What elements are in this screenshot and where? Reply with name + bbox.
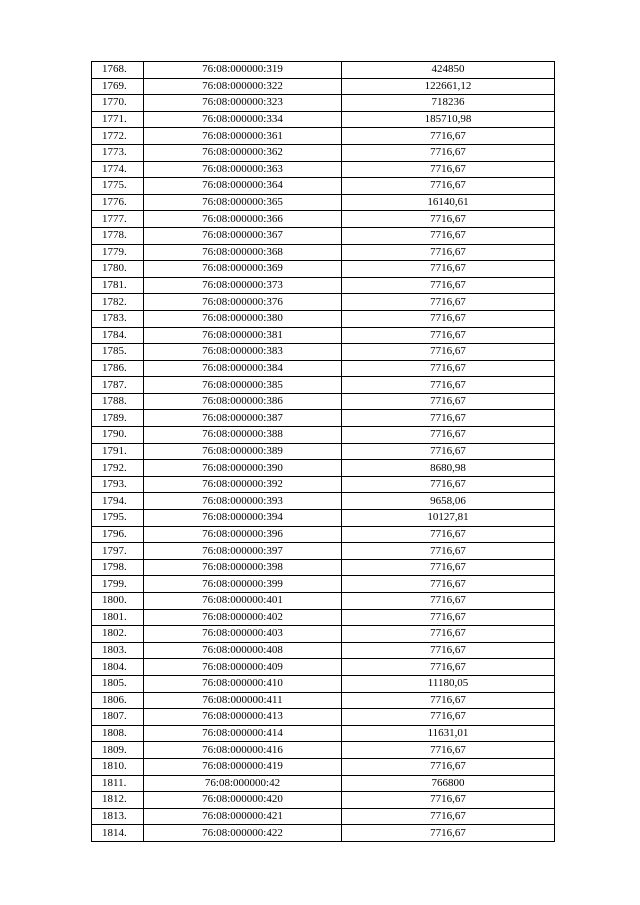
table-row [92,709,555,726]
row-number-cell: 1801. [92,609,144,626]
table-row [92,377,555,394]
value-cell: 7716,67 [342,559,555,576]
row-number-cell: 1781. [92,277,144,294]
table-row [92,410,555,427]
row-number-cell: 1793. [92,476,144,493]
value-cell: 9658,06 [342,493,555,510]
value-cell: 7716,67 [342,261,555,278]
table-row [92,476,555,493]
cadastral-number-cell: 76:08:000000:399 [144,576,342,593]
row-number-cell: 1796. [92,526,144,543]
value-cell: 7716,67 [342,294,555,311]
table-row [92,526,555,543]
cadastral-number-cell: 76:08:000000:396 [144,526,342,543]
table-row [92,576,555,593]
row-number-cell: 1794. [92,493,144,510]
table-row [92,244,555,261]
row-number-cell: 1811. [92,775,144,792]
table-row [92,111,555,128]
value-cell: 7716,67 [342,742,555,759]
row-number-cell: 1783. [92,310,144,327]
cadastral-number-cell: 76:08:000000:414 [144,725,342,742]
value-cell: 7716,67 [342,128,555,145]
cadastral-number-cell: 76:08:000000:392 [144,476,342,493]
cadastral-number-cell: 76:08:000000:402 [144,609,342,626]
value-cell: 7716,67 [342,758,555,775]
cadastral-number-cell: 76:08:000000:398 [144,559,342,576]
table-row [92,95,555,112]
cadastral-number-cell: 76:08:000000:42 [144,775,342,792]
land-parcels-table-container [91,61,554,842]
table-row [92,725,555,742]
cadastral-number-cell: 76:08:000000:365 [144,194,342,211]
table-row [92,161,555,178]
value-cell: 7716,67 [342,377,555,394]
table-row [92,792,555,809]
cadastral-number-cell: 76:08:000000:361 [144,128,342,145]
row-number-cell: 1785. [92,344,144,361]
value-cell: 7716,67 [342,609,555,626]
table-row [92,427,555,444]
table-row [92,294,555,311]
value-cell: 7716,67 [342,227,555,244]
cadastral-number-cell: 76:08:000000:376 [144,294,342,311]
cadastral-number-cell: 76:08:000000:390 [144,460,342,477]
table-row [92,393,555,410]
value-cell: 7716,67 [342,427,555,444]
cadastral-number-cell: 76:08:000000:366 [144,211,342,228]
value-cell: 11180,05 [342,675,555,692]
table-row [92,758,555,775]
cadastral-number-cell: 76:08:000000:385 [144,377,342,394]
cadastral-number-cell: 76:08:000000:362 [144,144,342,161]
table-row [92,360,555,377]
table-row [92,559,555,576]
cadastral-number-cell: 76:08:000000:387 [144,410,342,427]
value-cell: 7716,67 [342,659,555,676]
value-cell: 7716,67 [342,825,555,842]
value-cell: 7716,67 [342,443,555,460]
row-number-cell: 1807. [92,709,144,726]
table-row [92,261,555,278]
table-row [92,593,555,610]
cadastral-number-cell: 76:08:000000:411 [144,692,342,709]
value-cell: 7716,67 [342,410,555,427]
value-cell: 7716,67 [342,808,555,825]
table-row [92,310,555,327]
row-number-cell: 1806. [92,692,144,709]
value-cell: 7716,67 [342,360,555,377]
cadastral-number-cell: 76:08:000000:420 [144,792,342,809]
value-cell: 7716,67 [342,543,555,560]
value-cell: 11631,01 [342,725,555,742]
cadastral-number-cell: 76:08:000000:409 [144,659,342,676]
cadastral-number-cell: 76:08:000000:363 [144,161,342,178]
table-row [92,642,555,659]
row-number-cell: 1795. [92,510,144,527]
table-row [92,493,555,510]
row-number-cell: 1813. [92,808,144,825]
value-cell: 16140,61 [342,194,555,211]
value-cell: 10127,81 [342,510,555,527]
table-row [92,327,555,344]
row-number-cell: 1788. [92,393,144,410]
cadastral-number-cell: 76:08:000000:322 [144,78,342,95]
table-row [92,775,555,792]
value-cell: 7716,67 [342,626,555,643]
row-number-cell: 1804. [92,659,144,676]
row-number-cell: 1777. [92,211,144,228]
value-cell: 7716,67 [342,576,555,593]
value-cell: 7716,67 [342,161,555,178]
cadastral-number-cell: 76:08:000000:381 [144,327,342,344]
table-row [92,443,555,460]
table-row [92,659,555,676]
value-cell: 7716,67 [342,327,555,344]
cadastral-number-cell: 76:08:000000:383 [144,344,342,361]
value-cell: 7716,67 [342,709,555,726]
row-number-cell: 1805. [92,675,144,692]
cadastral-number-cell: 76:08:000000:369 [144,261,342,278]
cadastral-number-cell: 76:08:000000:397 [144,543,342,560]
cadastral-number-cell: 76:08:000000:410 [144,675,342,692]
value-cell: 7716,67 [342,692,555,709]
row-number-cell: 1782. [92,294,144,311]
cadastral-number-cell: 76:08:000000:368 [144,244,342,261]
table-row [92,194,555,211]
row-number-cell: 1770. [92,95,144,112]
table-row [92,128,555,145]
cadastral-number-cell: 76:08:000000:388 [144,427,342,444]
row-number-cell: 1809. [92,742,144,759]
cadastral-number-cell: 76:08:000000:384 [144,360,342,377]
cadastral-number-cell: 76:08:000000:394 [144,510,342,527]
cadastral-number-cell: 76:08:000000:416 [144,742,342,759]
table-row [92,808,555,825]
table-row [92,675,555,692]
value-cell: 7716,67 [342,310,555,327]
row-number-cell: 1798. [92,559,144,576]
value-cell: 7716,67 [342,476,555,493]
cadastral-number-cell: 76:08:000000:401 [144,593,342,610]
row-number-cell: 1786. [92,360,144,377]
cadastral-number-cell: 76:08:000000:323 [144,95,342,112]
row-number-cell: 1803. [92,642,144,659]
table-row [92,178,555,195]
row-number-cell: 1799. [92,576,144,593]
table-row [92,344,555,361]
cadastral-number-cell: 76:08:000000:421 [144,808,342,825]
value-cell: 185710,98 [342,111,555,128]
value-cell: 424850 [342,62,555,79]
cadastral-number-cell: 76:08:000000:422 [144,825,342,842]
table-row [92,62,555,79]
cadastral-number-cell: 76:08:000000:413 [144,709,342,726]
table-row [92,692,555,709]
value-cell: 7716,67 [342,393,555,410]
value-cell: 766800 [342,775,555,792]
table-row [92,78,555,95]
row-number-cell: 1780. [92,261,144,278]
table-row [92,211,555,228]
cadastral-number-cell: 76:08:000000:393 [144,493,342,510]
row-number-cell: 1772. [92,128,144,145]
row-number-cell: 1812. [92,792,144,809]
row-number-cell: 1774. [92,161,144,178]
cadastral-number-cell: 76:08:000000:319 [144,62,342,79]
value-cell: 7716,67 [342,344,555,361]
table-row [92,144,555,161]
value-cell: 7716,67 [342,792,555,809]
cadastral-number-cell: 76:08:000000:364 [144,178,342,195]
row-number-cell: 1814. [92,825,144,842]
value-cell: 8680,98 [342,460,555,477]
row-number-cell: 1791. [92,443,144,460]
value-cell: 7716,67 [342,593,555,610]
table-body [92,62,555,842]
row-number-cell: 1784. [92,327,144,344]
row-number-cell: 1771. [92,111,144,128]
table-row [92,825,555,842]
cadastral-number-cell: 76:08:000000:386 [144,393,342,410]
table-row [92,742,555,759]
value-cell: 7716,67 [342,211,555,228]
row-number-cell: 1800. [92,593,144,610]
row-number-cell: 1797. [92,543,144,560]
table-row [92,460,555,477]
row-number-cell: 1790. [92,427,144,444]
row-number-cell: 1778. [92,227,144,244]
table-row [92,277,555,294]
row-number-cell: 1802. [92,626,144,643]
value-cell: 718236 [342,95,555,112]
value-cell: 7716,67 [342,178,555,195]
value-cell: 7716,67 [342,526,555,543]
value-cell: 7716,67 [342,277,555,294]
cadastral-number-cell: 76:08:000000:334 [144,111,342,128]
row-number-cell: 1768. [92,62,144,79]
cadastral-number-cell: 76:08:000000:419 [144,758,342,775]
row-number-cell: 1776. [92,194,144,211]
row-number-cell: 1775. [92,178,144,195]
cadastral-number-cell: 76:08:000000:367 [144,227,342,244]
row-number-cell: 1779. [92,244,144,261]
row-number-cell: 1773. [92,144,144,161]
row-number-cell: 1808. [92,725,144,742]
table-row [92,609,555,626]
cadastral-number-cell: 76:08:000000:408 [144,642,342,659]
table-row [92,510,555,527]
row-number-cell: 1789. [92,410,144,427]
cadastral-number-cell: 76:08:000000:373 [144,277,342,294]
row-number-cell: 1769. [92,78,144,95]
row-number-cell: 1787. [92,377,144,394]
value-cell: 7716,67 [342,144,555,161]
value-cell: 122661,12 [342,78,555,95]
value-cell: 7716,67 [342,642,555,659]
table-row [92,543,555,560]
cadastral-number-cell: 76:08:000000:389 [144,443,342,460]
row-number-cell: 1792. [92,460,144,477]
cadastral-number-cell: 76:08:000000:380 [144,310,342,327]
value-cell: 7716,67 [342,244,555,261]
row-number-cell: 1810. [92,758,144,775]
cadastral-number-cell: 76:08:000000:403 [144,626,342,643]
table-row [92,227,555,244]
table-row [92,626,555,643]
land-parcels-table [91,61,555,842]
